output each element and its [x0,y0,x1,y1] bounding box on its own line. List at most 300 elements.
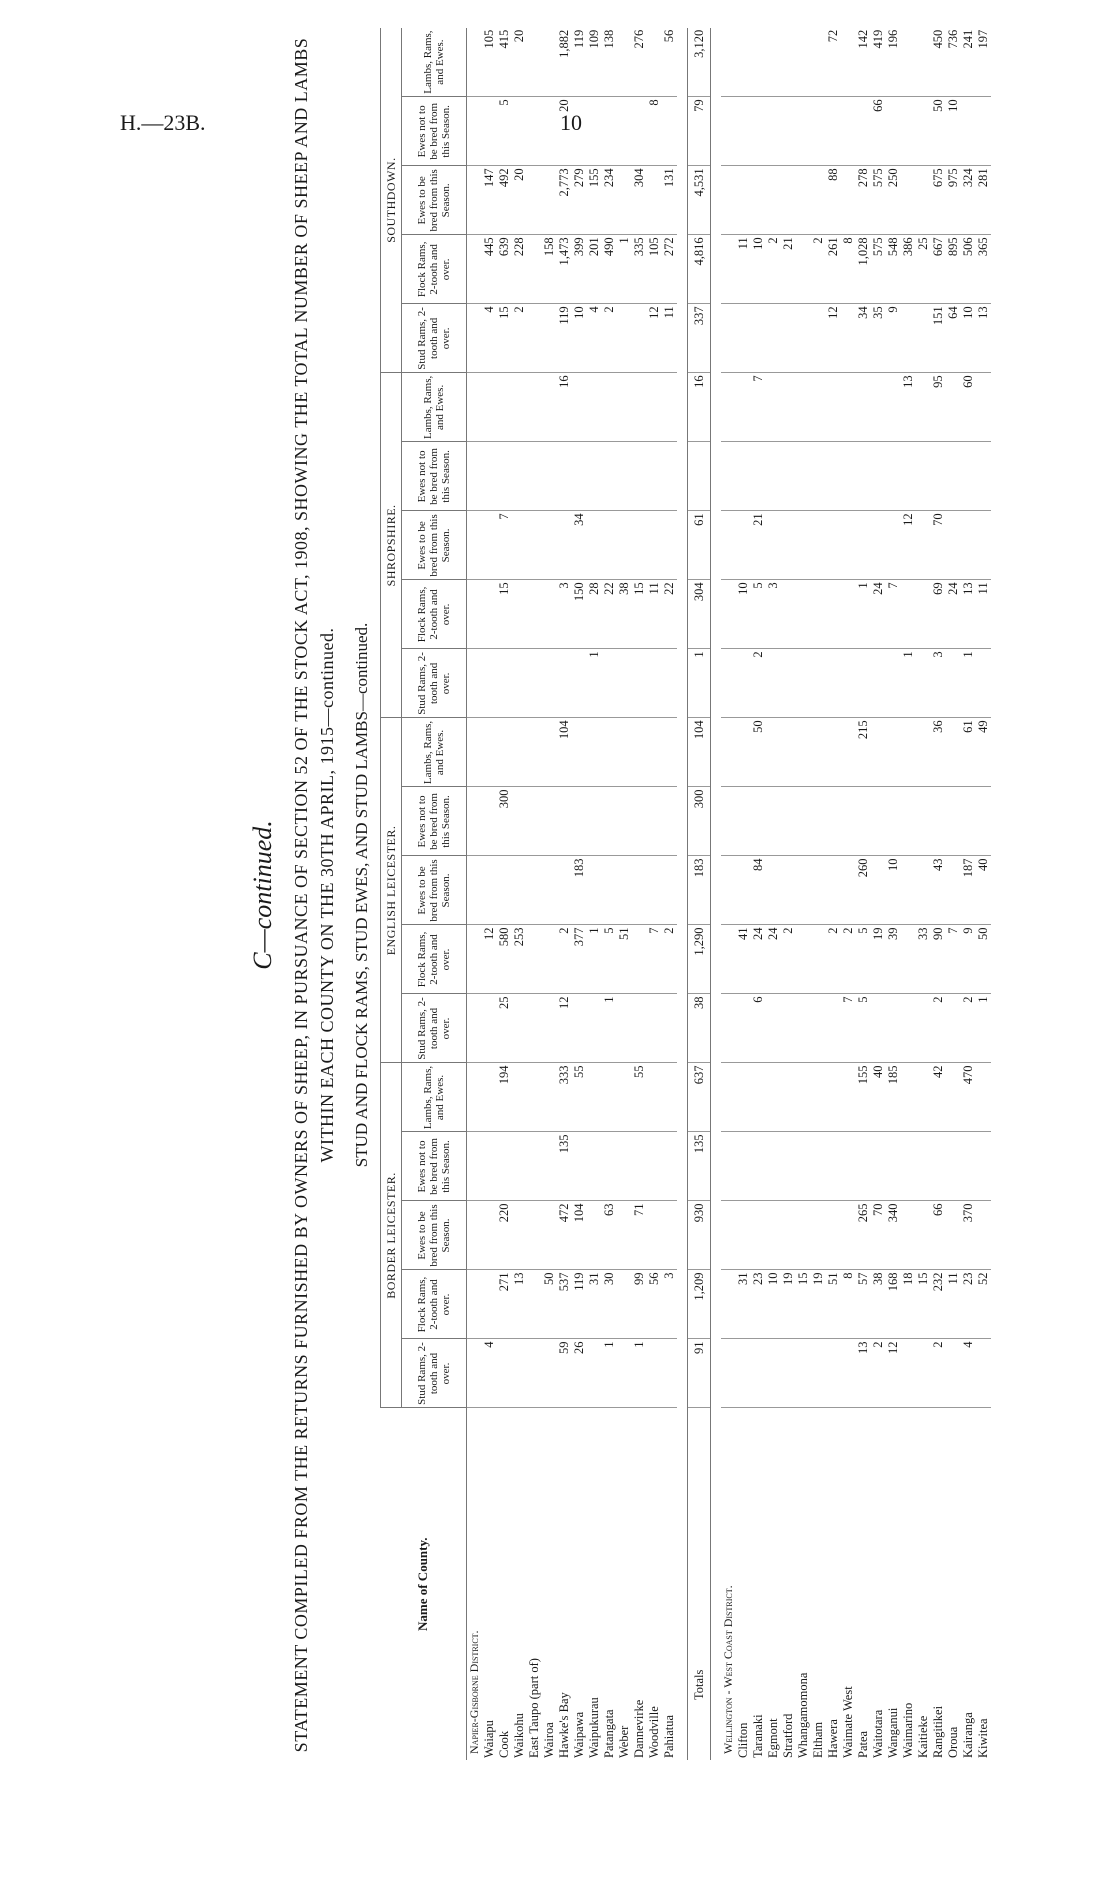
table-cell [647,856,662,925]
table-row [826,28,841,1760]
table-cell [886,97,901,166]
table-cell [527,97,542,166]
table-cell [572,1132,587,1201]
table-cell [557,787,572,856]
table-cell [781,28,796,97]
county-name: East Taupo (part of) [527,1658,541,1758]
table-cell: 340 [886,1201,901,1270]
table-cell [542,718,557,787]
table-cell: 2 [557,925,572,994]
table-cell [572,97,587,166]
table-cell: 1,209 [688,1270,711,1339]
table-cell [736,994,751,1063]
table-cell [736,304,751,373]
table-cell [886,994,901,1063]
table-cell [512,787,527,856]
table-cell [542,787,557,856]
table-cell: 39 [886,925,901,994]
table-cell [856,787,871,856]
table-cell: 265 [856,1201,871,1270]
table-cell [617,1339,632,1408]
table-cell: 22 [662,580,677,649]
table-cell [617,511,632,580]
table-cell [871,511,886,580]
table-cell: 304 [688,580,711,649]
table-cell [736,1339,751,1408]
table-cell [841,787,856,856]
table-cell [751,1339,766,1408]
table-cell [497,649,512,718]
county-name: Patea [856,1730,870,1758]
table-cell: 38 [617,580,632,649]
table-cell [512,580,527,649]
table-cell [617,718,632,787]
table-cell [527,28,542,97]
column-header: Lambs, Rams, and Ewes. [402,718,467,787]
table-cell [482,1132,497,1201]
table-cell: 300 [497,787,512,856]
table-cell [796,373,811,442]
table-cell [901,925,916,994]
table-cell: 72 [826,28,841,97]
table-cell [527,304,542,373]
table-cell [916,787,931,856]
table-cell: 377 [572,925,587,994]
table-cell: 138 [602,28,617,97]
table-cell: 1,028 [856,235,871,304]
table-cell: 304 [632,166,647,235]
table-cell: 1 [617,235,632,304]
county-name: Waipukurau [587,1697,601,1758]
table-cell [512,1339,527,1408]
table-cell [916,442,931,511]
table-cell [796,580,811,649]
table-cell: 2 [662,925,677,994]
table-cell [482,580,497,649]
table-cell: 736 [946,28,961,97]
table-cell [811,925,826,994]
table-cell [781,1063,796,1132]
table-cell [587,994,602,1063]
table-cell [617,1132,632,1201]
table-cell [961,1132,976,1201]
table-cell [871,1132,886,1201]
county-name: Patangata [602,1709,616,1758]
table-cell [766,97,781,166]
table-cell: 261 [826,235,841,304]
table-cell [587,97,602,166]
table-cell [497,856,512,925]
table-cell: 135 [688,1132,711,1201]
table-cell [662,1063,677,1132]
totals-row [688,28,711,1760]
table-cell [766,511,781,580]
county-name: Oroua [946,1726,960,1758]
table-cell [916,580,931,649]
table-cell [662,856,677,925]
table-cell [557,649,572,718]
table-cell: 34 [572,511,587,580]
table-cell [766,1201,781,1270]
table-cell: 11 [976,580,991,649]
table-cell: 2 [512,304,527,373]
table-cell [946,718,961,787]
table-cell: 975 [946,166,961,235]
table-cell [617,1201,632,1270]
table-cell [542,1063,557,1132]
table-cell [662,511,677,580]
table-cell: 70 [931,511,946,580]
table-cell: 49 [976,718,991,787]
table-cell: 3,120 [688,28,711,97]
table-cell: 419 [871,28,886,97]
table-cell: 7 [647,925,662,994]
table-cell [766,718,781,787]
table-cell: 25 [497,994,512,1063]
table-cell [647,1132,662,1201]
table-cell: 158 [542,235,557,304]
table-cell [542,580,557,649]
table-cell: 12 [901,511,916,580]
table-cell [736,28,751,97]
table-cell: 3 [931,649,946,718]
table-cell [826,373,841,442]
table-cell: 18 [901,1270,916,1339]
table-cell [527,1201,542,1270]
table-cell [976,1201,991,1270]
table-cell [751,787,766,856]
page-code: H.—23B. [120,110,206,135]
table-cell [482,856,497,925]
table-cell [796,97,811,166]
table-cell: 12 [886,1339,901,1408]
table-row [976,28,991,1760]
table-cell: 35 [871,304,886,373]
table-cell [916,1339,931,1408]
table-cell [542,373,557,442]
table-cell: 490 [602,235,617,304]
table-row [856,28,871,1760]
table-cell: 50 [542,1270,557,1339]
table-cell: 79 [688,97,711,166]
table-cell: 9 [961,925,976,994]
table-cell [826,856,841,925]
table-cell: 23 [961,1270,976,1339]
table-cell: 7 [751,373,766,442]
table-cell: 4 [587,304,602,373]
table-cell [587,1132,602,1201]
table-cell: 2 [871,1339,886,1408]
table-cell: 9 [886,304,901,373]
table-cell: 21 [751,511,766,580]
table-cell: 2 [751,649,766,718]
table-cell [841,373,856,442]
table-cell [871,994,886,1063]
table-cell: 575 [871,166,886,235]
table-cell: 24 [871,580,886,649]
table-cell: 61 [688,511,711,580]
table-cell [602,442,617,511]
table-cell [766,1132,781,1201]
table-cell: 55 [572,1063,587,1132]
table-cell [751,166,766,235]
table-cell [572,442,587,511]
table-row [871,28,886,1760]
table-cell [826,97,841,166]
table-cell: 4 [482,1339,497,1408]
table-cell: 105 [482,28,497,97]
county-name: Hawera [826,1719,840,1758]
table-cell [482,97,497,166]
table-cell [482,994,497,1063]
table-cell: 5 [602,925,617,994]
table-cell: 278 [856,166,871,235]
table-cell: 131 [662,166,677,235]
table-cell: 11 [662,304,677,373]
table-cell [766,649,781,718]
county-name: Whangamomona [796,1672,810,1758]
table-row [916,28,931,1760]
table-cell [587,511,602,580]
table-cell [527,925,542,994]
table-cell: 119 [557,304,572,373]
table-cell [766,28,781,97]
county-name: Eltham [811,1721,825,1758]
table-cell [946,1063,961,1132]
table-cell [976,649,991,718]
table-cell [931,787,946,856]
table-row [587,28,602,1760]
table-cell [811,166,826,235]
table-cell: 183 [572,856,587,925]
table-cell [482,1270,497,1339]
table-cell [497,1132,512,1201]
table-cell [781,994,796,1063]
table-cell [811,373,826,442]
table-cell [512,373,527,442]
table-cell: 61 [961,718,976,787]
table-cell [527,1339,542,1408]
table-cell: 1 [602,994,617,1063]
spacer-row [711,28,722,1760]
table-cell [527,994,542,1063]
table-cell [946,856,961,925]
table-cell: 104 [688,718,711,787]
table-cell [587,856,602,925]
table-cell [901,1339,916,1408]
table-cell [542,97,557,166]
table-cell: 8 [841,1270,856,1339]
table-cell: 33 [916,925,931,994]
table-cell [796,304,811,373]
table-cell [946,1339,961,1408]
table-cell: 30 [602,1270,617,1339]
table-cell: 119 [572,1270,587,1339]
table-cell [527,580,542,649]
table-cell: 399 [572,235,587,304]
table-cell: 56 [662,28,677,97]
table-row [751,28,766,1760]
table-cell [572,649,587,718]
table-cell: 109 [587,28,602,97]
table-cell [856,1132,871,1201]
table-cell: 3 [766,580,781,649]
table-cell [916,718,931,787]
table-cell [811,580,826,649]
table-cell [781,1201,796,1270]
table-cell: 119 [572,28,587,97]
county-name: Waimarino [901,1702,915,1758]
table-cell: 15 [796,1270,811,1339]
table-cell [662,1339,677,1408]
table-cell: 637 [688,1063,711,1132]
table-cell: 228 [512,235,527,304]
table-cell: 335 [632,235,647,304]
table-cell [647,1063,662,1132]
table-cell [841,856,856,925]
table-cell [527,166,542,235]
table-cell [632,442,647,511]
table-cell [901,1201,916,1270]
table-cell: 51 [826,1270,841,1339]
rotated-page-content [120,30,1114,1760]
column-header: Lambs, Rams, and Ewes. [402,373,467,442]
table-cell [841,718,856,787]
table-cell [688,442,711,511]
table-cell [512,649,527,718]
table-cell [542,304,557,373]
table-cell: 365 [976,235,991,304]
table-cell [976,373,991,442]
table-cell [766,442,781,511]
table-cell: 13 [976,304,991,373]
table-cell [976,1132,991,1201]
table-cell [587,373,602,442]
table-cell: 10 [572,304,587,373]
table-cell [512,511,527,580]
table-cell: 492 [497,166,512,235]
table-cell: 151 [931,304,946,373]
table-cell: 34 [856,304,871,373]
table-cell [766,1063,781,1132]
column-header: Flock Rams, 2-tooth and over. [402,580,467,649]
district-name: Wellington - West Coast District. [721,1585,735,1754]
table-cell [602,97,617,166]
table-cell [796,28,811,97]
table-cell [736,718,751,787]
table-cell: 7 [886,580,901,649]
table-cell [841,166,856,235]
table-cell [811,304,826,373]
table-cell [841,97,856,166]
table-cell: 8 [841,235,856,304]
table-cell: 24 [751,925,766,994]
table-cell [497,718,512,787]
table-cell: 21 [781,235,796,304]
table-cell: 69 [931,580,946,649]
table-cell [662,787,677,856]
table-cell: 4 [482,304,497,373]
table-cell: 147 [482,166,497,235]
table-cell [617,1270,632,1339]
table-cell [617,856,632,925]
table-cell [916,1132,931,1201]
table-cell: 2 [602,304,617,373]
table-cell [811,1132,826,1201]
table-cell: 3 [662,1270,677,1339]
column-header: Lambs, Rams, and Ewes. [402,28,467,97]
table-cell: 386 [901,235,916,304]
table-cell [796,1339,811,1408]
table-cell [736,1201,751,1270]
table-cell [602,511,617,580]
table-cell [647,787,662,856]
breed-header: ENGLISH LEICESTER. [381,718,402,1063]
column-header: Ewes to be bred from this Season. [402,166,467,235]
table-cell [512,994,527,1063]
table-cell [647,1201,662,1270]
table-cell [512,1132,527,1201]
table-cell [901,442,916,511]
table-cell [527,787,542,856]
table-cell [811,994,826,1063]
county-name: Clifton [736,1722,750,1758]
table-cell [632,373,647,442]
table-cell: 84 [751,856,766,925]
table-cell [647,373,662,442]
table-row [527,28,542,1760]
column-header: Stud Rams, 2-tooth and over. [402,304,467,373]
table-cell [557,856,572,925]
table-cell: 472 [557,1201,572,1270]
table-cell: 10 [766,1270,781,1339]
table-cell: 20 [557,97,572,166]
table-cell: 6 [751,994,766,1063]
table-cell: 15 [497,580,512,649]
table-cell: 194 [497,1063,512,1132]
table-cell: 415 [497,28,512,97]
table-cell: 260 [856,856,871,925]
table-cell [901,718,916,787]
table-cell [781,856,796,925]
table-cell: 91 [688,1339,711,1408]
table-cell [557,511,572,580]
table-cell [617,97,632,166]
table-cell [602,1063,617,1132]
table-cell: 8 [647,97,662,166]
table-cell: 23 [751,1270,766,1339]
table-cell [557,442,572,511]
table-cell: 10 [886,856,901,925]
table-cell [796,787,811,856]
table-cell [901,166,916,235]
district-row [467,28,483,1760]
table-cell: 250 [886,166,901,235]
table-cell [632,511,647,580]
continued-heading: C—continued. [248,820,277,970]
table-cell: 506 [961,235,976,304]
table-cell: 12 [826,304,841,373]
table-cell [886,442,901,511]
table-cell [886,787,901,856]
table-cell [811,28,826,97]
table-cell: 271 [497,1270,512,1339]
county-name: Waitotara [871,1709,885,1758]
table-cell [886,1132,901,1201]
table-cell [826,649,841,718]
table-cell [766,856,781,925]
table-cell [751,304,766,373]
